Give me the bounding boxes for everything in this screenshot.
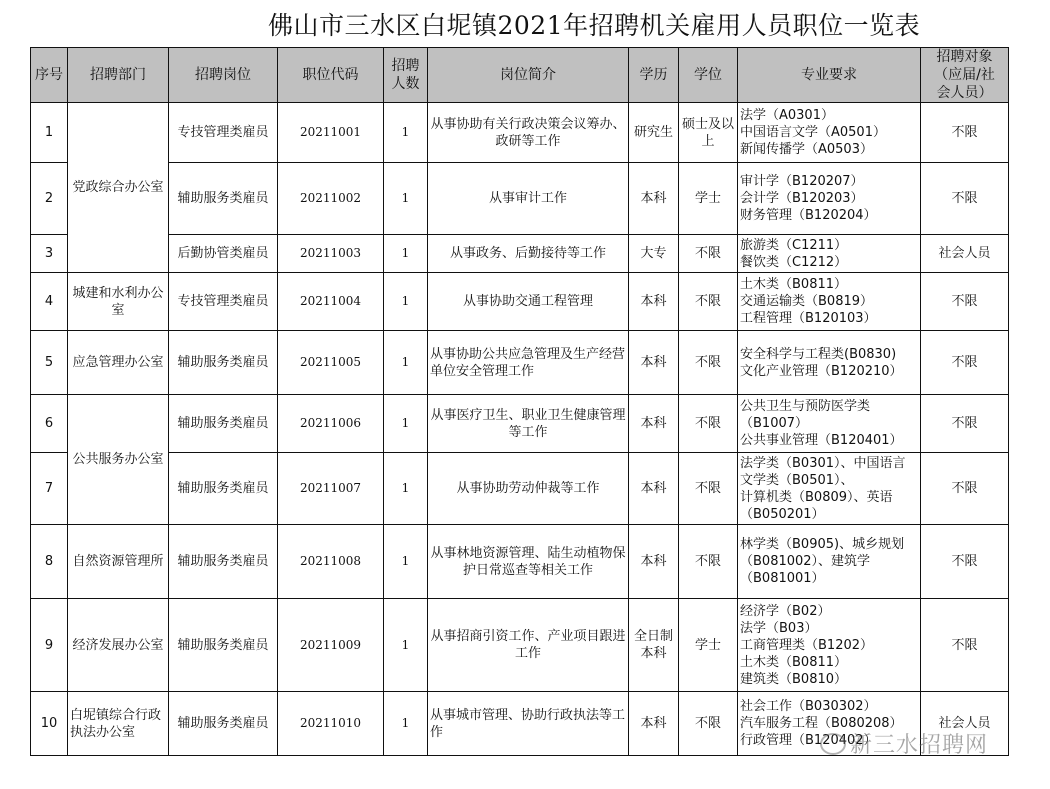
col-header-count: 招聘 人数 bbox=[384, 48, 428, 103]
target-cell: 不限 bbox=[921, 453, 1009, 525]
col-header-post: 招聘岗位 bbox=[169, 48, 278, 103]
desc-cell: 从事协助劳动仲裁等工作 bbox=[428, 453, 629, 525]
desc-cell: 从事政务、后勤接待等工作 bbox=[428, 235, 629, 273]
target-cell: 社会人员 bbox=[921, 235, 1009, 273]
watermark bbox=[820, 728, 988, 759]
seq-cell: 7 bbox=[31, 453, 68, 525]
degree-cell: 不限 bbox=[679, 395, 738, 453]
major-cell: 审计学（B120207） 会计学（B120203） 财务管理（B120204） bbox=[738, 163, 921, 235]
desc-cell: 从事医疗卫生、职业卫生健康管理等工作 bbox=[428, 395, 629, 453]
post-cell: 辅助服务类雇员 bbox=[169, 599, 278, 692]
target-cell: 不限 bbox=[921, 103, 1009, 163]
table-row bbox=[31, 273, 1009, 331]
degree-cell: 不限 bbox=[679, 692, 738, 756]
dept-cell: 应急管理办公室 bbox=[68, 331, 169, 395]
dept-cell: 白坭镇综合行政执法办公室 bbox=[68, 692, 169, 756]
positions-table bbox=[30, 47, 1009, 756]
degree-cell: 硕士及以上 bbox=[679, 103, 738, 163]
degree-cell: 不限 bbox=[679, 525, 738, 599]
wechat-icon bbox=[820, 733, 846, 755]
edu-cell: 研究生 bbox=[629, 103, 679, 163]
target-cell: 不限 bbox=[921, 273, 1009, 331]
code-cell: 20211010 bbox=[278, 692, 384, 756]
table-row bbox=[31, 395, 1009, 453]
watermark-text: 新三水招聘网 bbox=[850, 733, 989, 758]
seq-cell: 5 bbox=[31, 331, 68, 395]
edu-cell: 本科 bbox=[629, 525, 679, 599]
count-cell: 1 bbox=[384, 599, 428, 692]
seq-cell: 1 bbox=[31, 103, 68, 163]
edu-cell: 本科 bbox=[629, 453, 679, 525]
degree-cell: 不限 bbox=[679, 453, 738, 525]
desc-cell: 从事审计工作 bbox=[428, 163, 629, 235]
major-cell: 土木类（B0811） 交通运输类（B0819） 工程管理（B120103） bbox=[738, 273, 921, 331]
seq-cell: 4 bbox=[31, 273, 68, 331]
major-cell: 公共卫生与预防医学类 （B1007） 公共事业管理（B120401） bbox=[738, 395, 921, 453]
desc-cell: 从事城市管理、协助行政执法等工作 bbox=[428, 692, 629, 756]
dept-cell: 经济发展办公室 bbox=[68, 599, 169, 692]
desc-cell: 从事协助有关行政决策会议筹办、政研等工作 bbox=[428, 103, 629, 163]
seq-cell: 9 bbox=[31, 599, 68, 692]
seq-cell: 3 bbox=[31, 235, 68, 273]
edu-cell: 全日制本科 bbox=[629, 599, 679, 692]
degree-cell: 不限 bbox=[679, 331, 738, 395]
major-cell: 法学类（B0301）、中国语言 文学类（B0501）、 计算机类（B0809）、英语 （B050201） bbox=[738, 453, 921, 525]
desc-cell: 从事协助交通工程管理 bbox=[428, 273, 629, 331]
table-row bbox=[31, 331, 1009, 395]
code-cell: 20211008 bbox=[278, 525, 384, 599]
table-row bbox=[31, 525, 1009, 599]
target-cell: 不限 bbox=[921, 395, 1009, 453]
count-cell: 1 bbox=[384, 103, 428, 163]
major-cell: 社会工作（B030302） 汽车服务工程（B080208） 行政管理（B120402） bbox=[738, 692, 921, 756]
desc-cell: 从事林地资源管理、陆生动植物保护日常巡查等相关工作 bbox=[428, 525, 629, 599]
post-cell: 专技管理类雇员 bbox=[169, 103, 278, 163]
col-header-dept: 招聘部门 bbox=[68, 48, 169, 103]
col-header-code: 职位代码 bbox=[278, 48, 384, 103]
degree-cell: 不限 bbox=[679, 273, 738, 331]
code-cell: 20211009 bbox=[278, 599, 384, 692]
col-header-seq: 序号 bbox=[31, 48, 68, 103]
major-cell: 法学（A0301） 中国语言文学（A0501） 新闻传播学（A0503） bbox=[738, 103, 921, 163]
col-header-desc: 岗位简介 bbox=[428, 48, 629, 103]
count-cell: 1 bbox=[384, 163, 428, 235]
code-cell: 20211002 bbox=[278, 163, 384, 235]
col-header-degree: 学位 bbox=[679, 48, 738, 103]
desc-cell: 从事协助公共应急管理及生产经营单位安全管理工作 bbox=[428, 331, 629, 395]
code-cell: 20211001 bbox=[278, 103, 384, 163]
count-cell: 1 bbox=[384, 692, 428, 756]
edu-cell: 本科 bbox=[629, 163, 679, 235]
target-cell: 不限 bbox=[921, 163, 1009, 235]
post-cell: 辅助服务类雇员 bbox=[169, 525, 278, 599]
dept-cell: 城建和水利办公室 bbox=[68, 273, 169, 331]
post-cell: 辅助服务类雇员 bbox=[169, 331, 278, 395]
count-cell: 1 bbox=[384, 525, 428, 599]
code-cell: 20211007 bbox=[278, 453, 384, 525]
table-row bbox=[31, 599, 1009, 692]
major-cell: 林学类（B0905)、城乡规划 （B081002）、建筑学 （B081001） bbox=[738, 525, 921, 599]
post-cell: 辅助服务类雇员 bbox=[169, 692, 278, 756]
col-header-edu: 学历 bbox=[629, 48, 679, 103]
table-row bbox=[31, 453, 1009, 525]
major-cell: 经济学（B02） 法学（B03） 工商管理类（B1202） 土木类（B0811） 建筑类（B0810） bbox=[738, 599, 921, 692]
major-cell: 安全科学与工程类(B0830) 文化产业管理（B120210） bbox=[738, 331, 921, 395]
post-cell: 辅助服务类雇员 bbox=[169, 453, 278, 525]
count-cell: 1 bbox=[384, 453, 428, 525]
col-header-target: 招聘对象 （应届/社 会人员） bbox=[921, 48, 1009, 103]
edu-cell: 本科 bbox=[629, 395, 679, 453]
degree-cell: 学士 bbox=[679, 599, 738, 692]
seq-cell: 8 bbox=[31, 525, 68, 599]
code-cell: 20211005 bbox=[278, 331, 384, 395]
post-cell: 辅助服务类雇员 bbox=[169, 163, 278, 235]
post-cell: 辅助服务类雇员 bbox=[169, 395, 278, 453]
edu-cell: 本科 bbox=[629, 273, 679, 331]
desc-cell: 从事招商引资工作、产业项目跟进工作 bbox=[428, 599, 629, 692]
count-cell: 1 bbox=[384, 273, 428, 331]
major-cell: 旅游类（C1211） 餐饮类（C1212） bbox=[738, 235, 921, 273]
target-cell: 社会人员 bbox=[921, 692, 1009, 756]
degree-cell: 学士 bbox=[679, 163, 738, 235]
code-cell: 20211003 bbox=[278, 235, 384, 273]
edu-cell: 大专 bbox=[629, 235, 679, 273]
count-cell: 1 bbox=[384, 395, 428, 453]
seq-cell: 10 bbox=[31, 692, 68, 756]
edu-cell: 本科 bbox=[629, 692, 679, 756]
target-cell: 不限 bbox=[921, 331, 1009, 395]
target-cell: 不限 bbox=[921, 525, 1009, 599]
count-cell: 1 bbox=[384, 235, 428, 273]
dept-cell: 党政综合办公室 bbox=[68, 103, 169, 273]
table-row bbox=[31, 163, 1009, 235]
col-header-major: 专业要求 bbox=[738, 48, 921, 103]
count-cell: 1 bbox=[384, 331, 428, 395]
post-cell: 后勤协管类雇员 bbox=[169, 235, 278, 273]
dept-cell: 自然资源管理所 bbox=[68, 525, 169, 599]
page-title: 佛山市三水区白坭镇2021年招聘机关雇用人员职位一览表 bbox=[268, 11, 921, 40]
code-cell: 20211004 bbox=[278, 273, 384, 331]
code-cell: 20211006 bbox=[278, 395, 384, 453]
seq-cell: 6 bbox=[31, 395, 68, 453]
target-cell: 不限 bbox=[921, 599, 1009, 692]
post-cell: 专技管理类雇员 bbox=[169, 273, 278, 331]
dept-cell: 公共服务办公室 bbox=[68, 395, 169, 525]
table-row bbox=[31, 103, 1009, 163]
edu-cell: 本科 bbox=[629, 331, 679, 395]
seq-cell: 2 bbox=[31, 163, 68, 235]
degree-cell: 不限 bbox=[679, 235, 738, 273]
header-row bbox=[31, 48, 1009, 103]
table-row bbox=[31, 235, 1009, 273]
